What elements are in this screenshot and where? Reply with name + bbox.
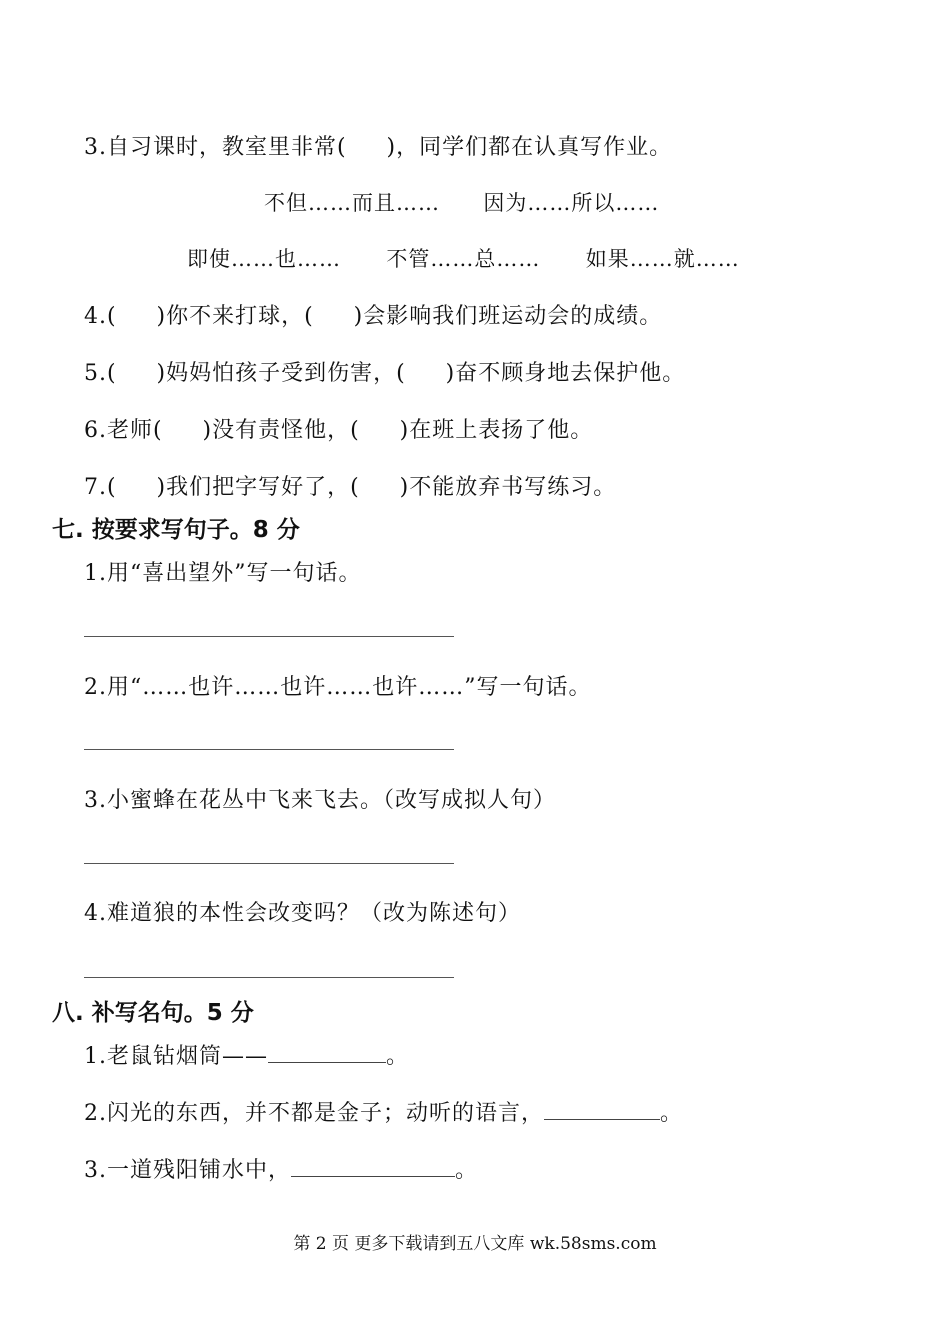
fill-blank-8-3[interactable] xyxy=(291,1154,455,1177)
question-7-2: 2.用“……也许……也许……也许……”写一句话。 xyxy=(84,675,592,700)
answer-line-7-2[interactable] xyxy=(84,749,454,750)
question-7-3: 3.小蜜蜂在花丛中飞来飞去。（改写成拟人句） xyxy=(84,788,556,813)
word-bank-row-2 xyxy=(187,243,740,273)
fill-blank-8-2[interactable] xyxy=(544,1097,660,1120)
question-8-3 xyxy=(84,1153,478,1184)
question-6-5: 5.( )妈妈怕孩子受到伤害，( )奋不顾身地去保护他。 xyxy=(84,361,686,386)
question-6-4: 4.( )你不来打球，( )会影响我们班运动会的成绩。 xyxy=(84,304,663,329)
word-bank-item: 不但……而且…… xyxy=(264,191,440,215)
answer-line-7-4[interactable] xyxy=(84,977,454,978)
question-7-4: 4.难道狼的本性会改变吗？（改为陈述句） xyxy=(84,901,521,926)
question-8-2 xyxy=(84,1096,683,1127)
question-8-1-text: 1.老鼠钻烟筒—— xyxy=(84,1044,268,1069)
question-8-2-text: 2.闪光的东西，并不都是金子；动听的语言， xyxy=(84,1101,544,1126)
question-8-1 xyxy=(84,1039,409,1070)
answer-line-7-3[interactable] xyxy=(84,863,454,864)
period: 。 xyxy=(660,1101,684,1126)
question-8-3-text: 3.一道残阳铺水中， xyxy=(84,1158,291,1183)
question-7-1: 1.用“喜出望外”写一句话。 xyxy=(84,561,362,586)
period: 。 xyxy=(455,1158,479,1183)
section-8-heading: 八. 补写名句。5 分 xyxy=(52,1000,254,1026)
word-bank-item: 即使……也…… xyxy=(187,247,341,271)
question-6-3: 3.自习课时，教室里非常( )，同学们都在认真写作业。 xyxy=(84,135,673,160)
word-bank-item: 因为……所以…… xyxy=(483,191,660,215)
word-bank-item: 不管……总…… xyxy=(386,247,541,271)
fill-blank-8-1[interactable] xyxy=(268,1040,386,1063)
answer-line-7-1[interactable] xyxy=(84,636,454,637)
question-6-6: 6.老师( )没有责怪他，( )在班上表扬了他。 xyxy=(84,418,594,443)
question-6-7: 7.( )我们把字写好了，( )不能放弃书写练习。 xyxy=(84,475,617,500)
word-bank-item: 如果……就…… xyxy=(585,247,740,271)
page-footer: 第 2 页 更多下载请到五八文库 wk.58sms.com xyxy=(293,1234,657,1254)
period: 。 xyxy=(386,1044,410,1069)
word-bank-row-1 xyxy=(264,187,659,217)
section-7-heading: 七. 按要求写句子。8 分 xyxy=(52,517,300,543)
